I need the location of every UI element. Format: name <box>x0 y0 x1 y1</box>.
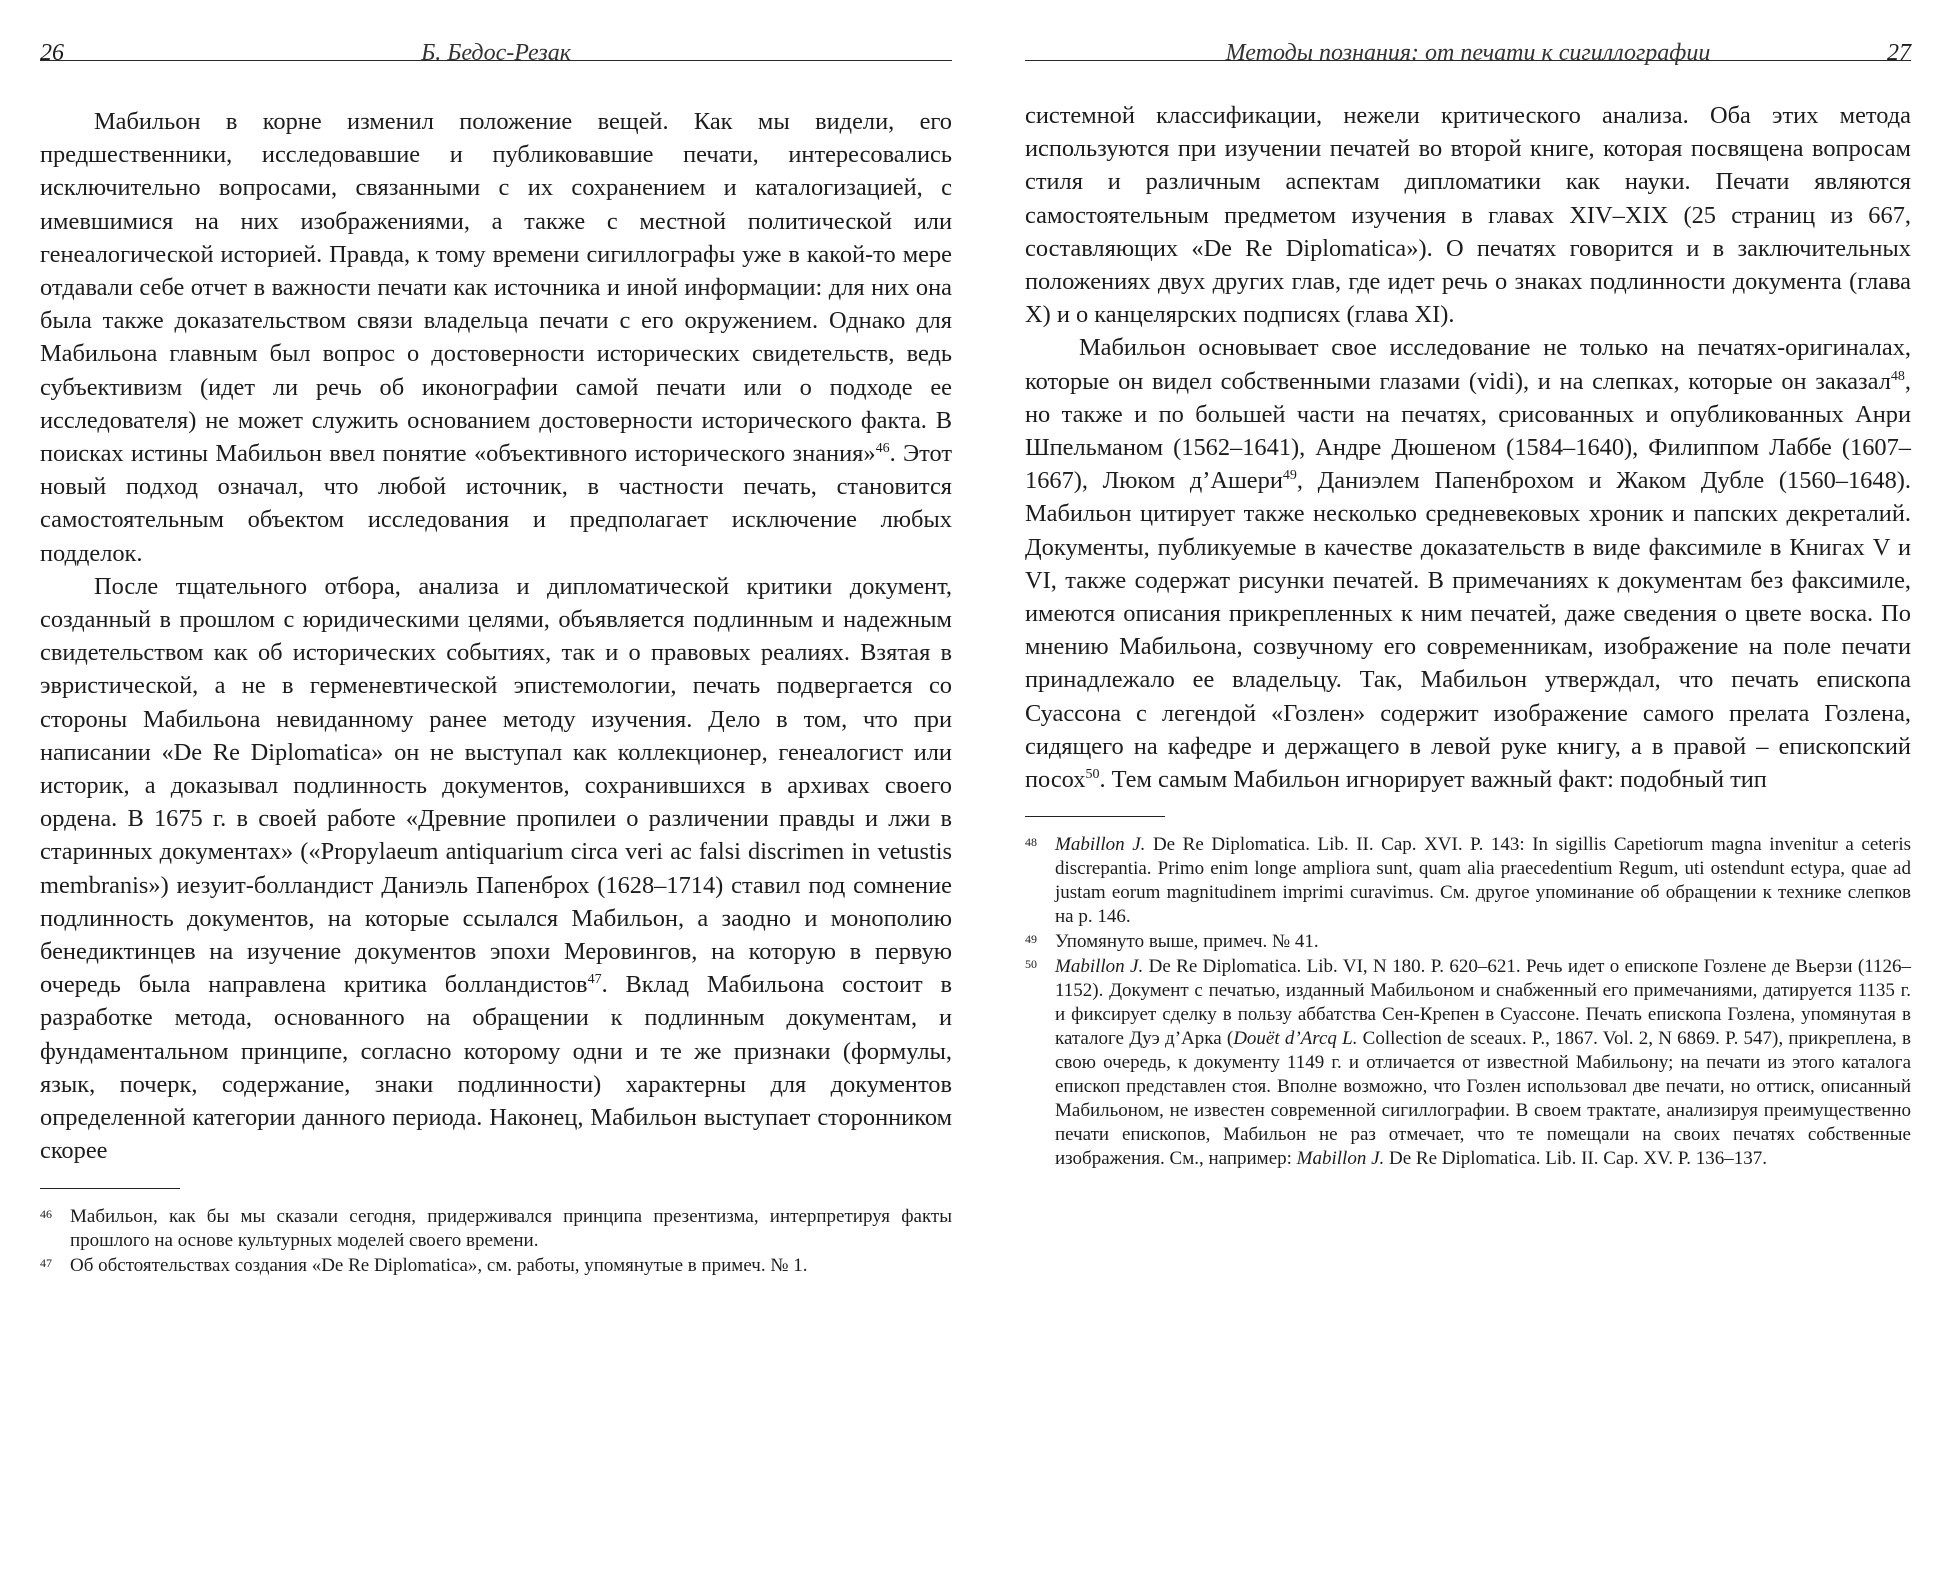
footnote-number: 47 <box>40 1255 52 1270</box>
page-number-right: 27 <box>1887 40 1911 66</box>
text-run: Мабильон основывает свое исследование не только на печатях-оригиналах, которые он видел собственными глазами (vidi), и на слепках, которые он заказал <box>1025 334 1911 395</box>
footnote-text <box>70 1254 952 1278</box>
paragraph <box>1025 331 1911 796</box>
text-run: De Re Diplomatica. Lib. VI, N 180. P. 620–621. Речь идет о епископе Гозлене де Вьерзи (1126–1152). Документ с печатью, изданный Мабильоном и снабженный его примечаниями, датируется 1135 г. и фиксирует сделку в пользу аббатства Сен-Крепен в Суассоне. Печать епископа Гозлена, упомянутая в каталоге Дуэ д’Арка ( <box>1055 956 1911 1050</box>
page-number-left: 26 <box>40 40 64 66</box>
footnote-text <box>70 1205 952 1253</box>
italic-text: Mabillon J. <box>1055 834 1146 856</box>
left-body-text <box>40 105 952 1168</box>
paragraph <box>1025 99 1911 331</box>
text-run: De Re Diplomatica. Lib. II. Cap. XV. P. 136–137. <box>1384 1148 1768 1170</box>
right-page-header <box>1025 0 1911 66</box>
footnote <box>1025 930 1911 954</box>
text-run: Мабильон, как бы мы сказали сегодня, придерживался принципа презентизма, интерпретируя факты прошлого на основе культурных моделей своего времени. <box>70 1205 952 1251</box>
footnote-text <box>1055 833 1911 929</box>
footnote-ref: 49 <box>1282 468 1297 484</box>
footnote <box>40 1205 952 1253</box>
text-run: . Тем самым Мабильон игнорирует важный факт: подобный тип <box>1099 766 1767 794</box>
text-run: Мабильон в корне изменил положение вещей. Как мы видели, его предшественники, исследовавшие и публиковавшие печати, интересовались исключительно вопросами, связанными с их сохранением и каталогизацией, с имевшимися на них изображениями, а также с местной политической или генеалогической историей. Правда, к тому времени сигиллографы уже в какой-то мере отдавали себе отчет в важности печати как источника и иной информации: для них она была также доказательством связи владельца печати с его окружением. Однако для Мабильона главным был вопрос о достоверности исторических свидетельств, ведь субъективизм (идет ли речь об иконографии самой печати или о подходе ее исследователя) не может служить основанием достоверности исторического факта. В поисках истины Мабильон ввел понятие «объективного исторического знания» <box>40 108 952 468</box>
text-run: Об обстоятельствах создания «De Re Diplomatica», см. работы, упомянутые в примеч. № 1. <box>70 1254 808 1276</box>
footnote-ref: 48 <box>1890 368 1905 384</box>
footnote <box>40 1254 952 1278</box>
footnote-number: 48 <box>1025 835 1037 850</box>
footnote-number: 46 <box>40 1206 52 1221</box>
right-footnotes <box>1025 833 1911 1171</box>
text-run: системной классификации, нежели критического анализа. Оба этих метода используются при изучении печатей во второй книге, которая посвящена вопросам стиля и различным аспектам дипломатики как науки. Печати являются самостоятельным предметом изучения в главах XIV–XIX (25 страниц из 667, составляющих «De Re Diplomatica»). О печатях говорится и в заключительных положениях двух других глав, где идет речь о знаках подлинности документа (глава X) и о канцелярских подписях (глава XI). <box>1025 102 1911 329</box>
text-run: . Этот новый подход означал, что любой источник, в частности печать, становится самостоятельным объектом исследования и предполагает исключение любых подделок. <box>40 440 953 567</box>
footnote-number: 50 <box>1025 957 1037 972</box>
left-page <box>40 0 952 1594</box>
left-footnotes <box>40 1205 952 1278</box>
italic-text: Douët d’Arcq L. <box>1233 1028 1358 1050</box>
text-run: Упомянуто выше, примеч. № 41. <box>1055 931 1319 953</box>
footnote-number: 49 <box>1025 932 1037 947</box>
footnote-ref: 46 <box>875 441 890 457</box>
running-head-right: Методы познания: от печати к сигиллографии <box>1225 40 1711 66</box>
footnote-text <box>1055 955 1911 1171</box>
italic-text: Mabillon J. <box>1055 956 1144 978</box>
right-page <box>1025 0 1911 1594</box>
footnote-separator <box>1025 816 1165 817</box>
right-body-text <box>1025 99 1911 796</box>
text-run: , Даниэлем Папенброхом и Жаком Дубле (1560–1648). Мабильон цитирует также несколько средневековых хроник и папских декреталий. Документы, публикуемые в качестве доказательств в виде факсимиле в Книгах V и VI, также содержат рисунки печатей. В примечаниях к документам без факсимиле, имеются описания прикрепленных к ним печатей, даже сведения о цвете воска. По мнению Мабильона, созвучному его современникам, изображение на поле печати принадлежало ее владельцу. Так, Мабильон утверждал, что печать епископа Суассона с легендой «Гозлен» содержит изображение самого прелата Гозлена, сидящего на кафедре и держащего в левой руке книгу, а в правой – епископский посох <box>1025 467 1911 794</box>
text-run: Collection de sceaux. P., 1867. Vol. 2, N 6869. P. 547), прикреплена, в свою очередь, к документу 1149 г. и отличается от известной Мабильону; на печати из этого каталога епископ представлен стоя. Вполне возможно, что Гозлен использовал две печати, но оттиск, описанный Мабильоном, не известен современной сигиллографии. В своем трактате, анализируя преимущественно печати епископов, Мабильон не раз отмечает, что те помещали на своих печатях собственные изображения. См., например: <box>1055 1028 1911 1170</box>
footnote <box>1025 955 1911 1171</box>
italic-text: Mabillon J. <box>1296 1148 1385 1170</box>
paragraph <box>40 105 952 570</box>
left-page-header <box>40 0 952 66</box>
footnote-separator <box>40 1188 180 1189</box>
text-run: De Re Diplomatica. Lib. II. Cap. XVI. P. 143: In sigillis Capetiorum magna invenitur a ceteris discrepantia. Primo enim longe ampliora sunt, quam alia praecedentium Regum, uti ostendunt ectypa, quae ad justam eorum magnitudinem imprimi curavimus. См. другое упоминание об обращении к технике слепков на р. 146. <box>1055 834 1911 928</box>
footnote-ref: 50 <box>1085 767 1100 783</box>
paragraph <box>40 570 952 1168</box>
text-run: После тщательного отбора, анализа и дипломатической критики документ, созданный в прошлом с юридическими целями, объявляется подлинным и надежным свидетельством как об исторических событиях, так и о правовых реалиях. Взятая в эвристической, а не в герменевтической эпистемологии, печать подвергается со стороны Мабильона невиданному ранее методу изучения. Дело в том, что при написании «De Re Diplomatica» он не выступал как коллекционер, генеалогист или историк, а доказывал подлинность документов, сохранившихся в архивах своего ордена. В 1675 г. в своей работе «Древние пропилеи о различении правды и лжи в старинных документах» («Propylaeum antiquarium circa veri ac falsi discrimen in vetustis membranis») иезуит-болландист Даниэль Папенброх (1628–1714) ставил под сомнение подлинность документов, на которые ссылался Мабильон, а заодно и монополию бенедиктинцев на изучение документов эпохи Меровингов, на которую в первую очередь была направлена критика болландистов <box>40 572 952 999</box>
footnote <box>1025 833 1911 929</box>
footnote-ref: 47 <box>587 972 602 988</box>
footnote-text <box>1055 930 1911 954</box>
text-run: . Вклад Мабильона состоит в разработке метода, основанного на обращении к подлинным документам, и фундаментальном принципе, согласно которому одни и те же признаки (формулы, язык, почерк, содержание, знаки подлинности) характерны для документов определенной категории данного периода. Наконец, Мабильон выступает сторонником скорее <box>40 971 952 1165</box>
text-run: , но также и по большей части на печатях, срисованных и опубликованных Анри Шпельманом (1562–1641), Андре Дюшеном (1584–1640), Филиппом Лаббе (1607–1667), Люком д’Ашери <box>1025 367 1911 495</box>
running-head-left: Б. Бедос-Резак <box>421 40 571 66</box>
